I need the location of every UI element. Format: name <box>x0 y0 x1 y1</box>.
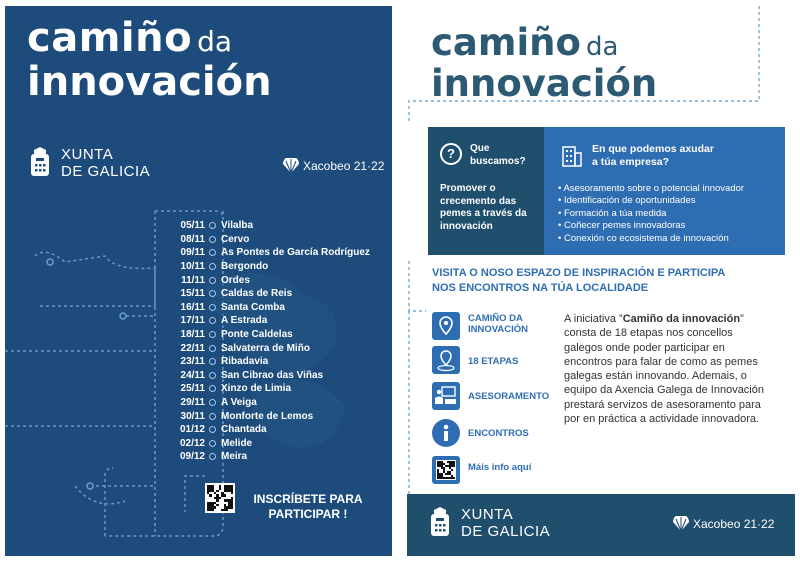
info-qr-code[interactable] <box>436 460 456 480</box>
title-word-camino-right: camiño <box>431 21 581 64</box>
xunta-right-line2: DE GALICIA <box>461 523 551 540</box>
help-list <box>558 183 744 245</box>
title-word-da-right: da <box>586 32 619 62</box>
stage-dot-icon <box>209 345 216 352</box>
stage-place: As Pontes de García Rodríguez <box>221 247 370 259</box>
stage-dot-icon <box>209 277 216 284</box>
xunta-logo-right <box>427 506 550 540</box>
initiative-description <box>564 312 774 426</box>
poster-title-right <box>431 21 658 105</box>
stage-date: 11/11 <box>181 274 205 286</box>
xunta-line2: DE GALICIA <box>61 163 151 180</box>
galicia-coat-of-arms-icon <box>27 147 53 179</box>
stage-dot-icon <box>209 385 216 392</box>
question-mark-icon: ? <box>440 143 462 165</box>
q-title-line1: Que <box>470 143 490 154</box>
stage-row <box>160 423 390 437</box>
xunta-right-line1: XUNTA <box>461 506 514 523</box>
qr-icon[interactable] <box>432 456 460 484</box>
visit-line2: NOS ENCONTROS NA TÚA LOCALIDADE <box>432 282 649 294</box>
register-call-to-action <box>248 492 368 522</box>
stage-dot-icon <box>209 263 216 270</box>
stage-date: 15/11 <box>180 288 205 300</box>
stage-date: 08/11 <box>180 233 205 245</box>
feature-label-camino <box>468 313 528 335</box>
location-icon <box>432 346 460 374</box>
stage-dot-icon <box>209 236 216 243</box>
title-word-innovacion: innovación <box>27 59 272 105</box>
stage-date: 17/11 <box>180 315 205 327</box>
stage-place: Meira <box>221 451 248 463</box>
feature-label-etapas: 18 ETAPAS <box>468 356 519 367</box>
stage-date: 22/11 <box>180 342 205 354</box>
stage-row <box>160 369 390 383</box>
feature-label-encontros: ENCONTROS <box>468 428 529 439</box>
stage-date: 02/12 <box>179 437 205 449</box>
title-word-innovacion-right: innovación <box>431 62 658 105</box>
stage-dot-icon <box>209 399 216 406</box>
help-title-line2: a túa empresa? <box>592 156 670 168</box>
stage-dot-icon <box>209 372 216 379</box>
xunta-line1: XUNTA <box>61 146 114 163</box>
stage-row <box>160 328 390 342</box>
stage-dot-icon <box>209 413 216 420</box>
building-icon <box>560 143 582 167</box>
info-icon <box>432 419 460 447</box>
stage-dot-icon <box>209 304 216 311</box>
right-poster <box>404 6 795 558</box>
stage-date: 10/11 <box>180 261 205 273</box>
scallop-shell-icon <box>672 516 690 532</box>
xacobeo-right-text: Xacobeo 21·22 <box>693 517 775 531</box>
stage-row <box>160 287 390 301</box>
stage-date: 18/11 <box>180 329 205 341</box>
stage-list <box>160 219 390 464</box>
stage-place: Ribadavia <box>221 356 269 368</box>
feature-camino-line1: CAMIÑO DA <box>468 313 523 324</box>
presentation-icon <box>432 382 460 410</box>
stage-dot-icon <box>209 290 216 297</box>
what-we-seek-box <box>428 127 544 255</box>
stage-date: 01/12 <box>179 424 205 436</box>
help-item: • Coñecer pemes innovadoras <box>558 220 744 232</box>
stage-dot-icon <box>209 317 216 324</box>
stage-date: 16/11 <box>180 301 205 313</box>
stage-row <box>160 355 390 369</box>
poster-title <box>27 15 272 105</box>
feature-label-mais-info: Máis info aquí <box>468 462 532 473</box>
scallop-shell-icon <box>282 158 300 174</box>
q-title-line2: buscamos? <box>470 156 526 167</box>
stage-place: Chantada <box>221 424 267 436</box>
map-pin-icon <box>432 312 460 340</box>
left-poster <box>5 6 392 556</box>
xacobeo-logo <box>282 158 384 174</box>
title-word-camino: camiño <box>27 15 193 61</box>
stage-date: 05/11 <box>180 220 205 232</box>
stage-place: Caldas de Reis <box>221 288 293 300</box>
para-rest: ” consta de 18 etapas nos concellos galegos onde poder participar en encontros para falar de como as pemes galegas están innovando. Ademais, o equipo da Axencia Galega de Innovación prestará servizos de asesoramento para por en práctica a actividade innovadora. <box>564 313 764 426</box>
stage-place: Melide <box>221 437 253 449</box>
stage-place: Bergondo <box>221 261 269 273</box>
stage-place: Cervo <box>221 233 250 245</box>
stage-place: Santa Comba <box>221 301 285 313</box>
stage-dot-icon <box>209 222 216 229</box>
cta-line1: INSCRÍBETE PARA <box>253 492 363 506</box>
help-title-line1: En que podemos axudar <box>592 143 714 155</box>
stage-row <box>160 437 390 451</box>
para-bold: Camiño da innovación <box>622 313 741 325</box>
how-we-help-box <box>544 127 785 255</box>
what-we-seek-text: Promover o crecemento das pemes a través da innovación <box>440 183 527 232</box>
stage-place: Ordes <box>221 274 250 286</box>
stage-place: Xinzo de Limia <box>221 383 292 395</box>
xacobeo-text: Xacobeo 21·22 <box>303 159 385 173</box>
stage-place: Vilalba <box>221 220 254 232</box>
stage-row <box>160 382 390 396</box>
registration-qr-code[interactable] <box>205 483 235 513</box>
stage-row <box>160 219 390 233</box>
stage-row <box>160 450 390 464</box>
stage-place: Monforte de Lemos <box>221 410 314 422</box>
cta-line2: PARTICIPAR ! <box>268 507 348 521</box>
stage-date: 25/11 <box>180 383 205 395</box>
visit-line1: VISITA O NOSO ESPAZO DE INSPIRACIÓN E PARTICIPA <box>432 267 726 279</box>
stage-date: 09/11 <box>180 247 205 259</box>
how-we-help-title <box>592 143 714 169</box>
help-item: • Formación a túa medida <box>558 208 744 220</box>
xacobeo-logo-right <box>672 516 774 532</box>
stage-date: 29/11 <box>180 397 205 409</box>
help-item: • Identificación de oportunidades <box>558 195 744 207</box>
stage-row <box>160 273 390 287</box>
stage-row <box>160 341 390 355</box>
stage-date: 23/11 <box>180 356 205 368</box>
xunta-logo <box>27 146 150 180</box>
stage-place: Salvaterra de Miño <box>221 342 310 354</box>
stage-place: Ponte Caldelas <box>221 329 293 341</box>
feature-label-asesoramento: ASESORAMENTO <box>468 391 550 402</box>
stage-row <box>160 314 390 328</box>
title-word-da: da <box>197 25 233 58</box>
stage-row <box>160 233 390 247</box>
feature-camino-line2: INNOVACIÓN <box>468 324 528 335</box>
stage-place: A Estrada <box>221 315 268 327</box>
stage-dot-icon <box>209 358 216 365</box>
stage-date: 30/11 <box>180 410 205 422</box>
stage-dot-icon <box>209 440 216 447</box>
stage-row <box>160 246 390 260</box>
stage-dot-icon <box>209 453 216 460</box>
stage-place: A Veiga <box>221 397 257 409</box>
stage-row <box>160 396 390 410</box>
stage-row <box>160 301 390 315</box>
stage-dot-icon <box>209 249 216 256</box>
para-start: A iniciativa ” <box>564 313 623 325</box>
stage-row <box>160 409 390 423</box>
visit-heading <box>432 266 777 296</box>
stage-row <box>160 260 390 274</box>
help-item: • Conexión co ecosistema de innovación <box>558 233 744 245</box>
what-we-seek-title <box>470 142 526 168</box>
help-item: • Asesoramento sobre o potencial innovador <box>558 183 744 195</box>
stage-date: 09/12 <box>179 451 205 463</box>
galicia-coat-of-arms-icon <box>427 507 453 539</box>
stage-dot-icon <box>209 426 216 433</box>
stage-date: 24/11 <box>180 369 205 381</box>
stage-place: San Cibrao das Viñas <box>221 369 324 381</box>
stage-dot-icon <box>209 331 216 338</box>
